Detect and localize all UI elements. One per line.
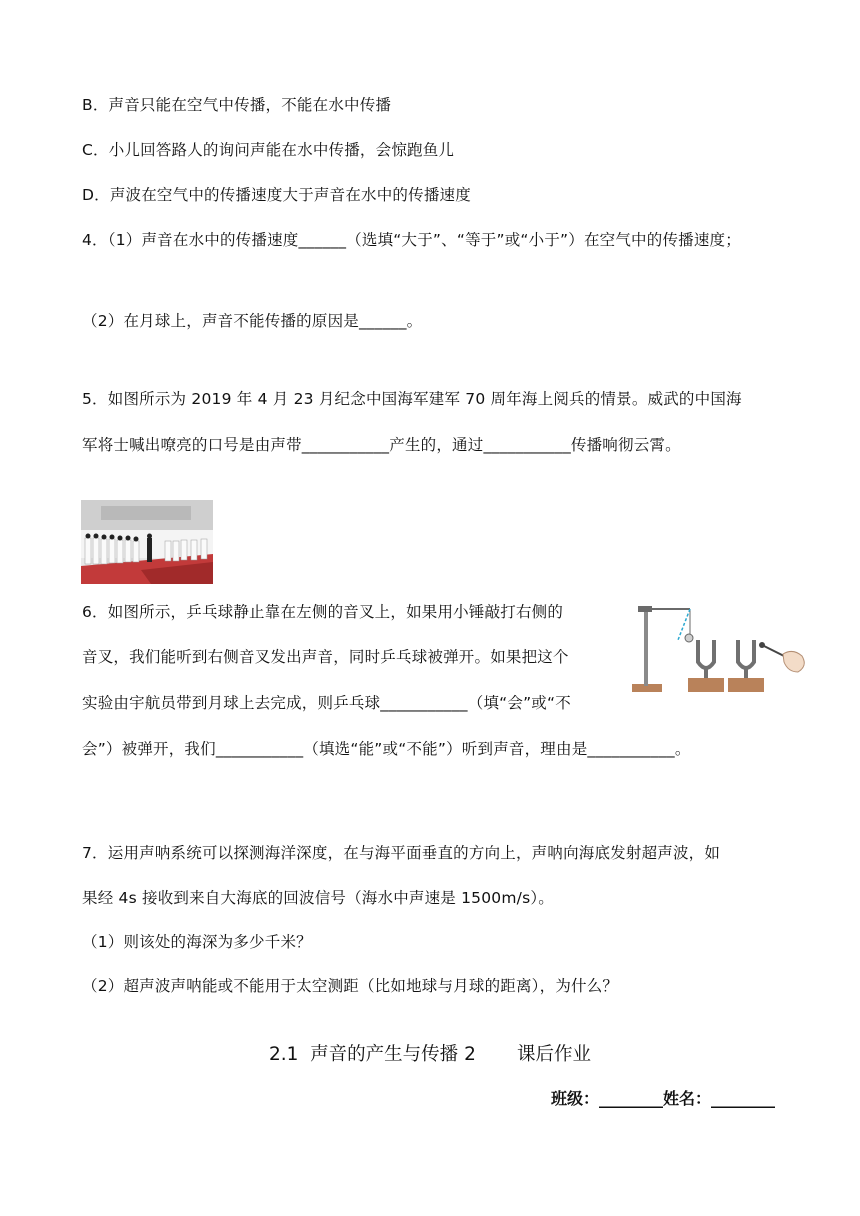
question-7-line-1: 7．运用声呐系统可以探测海洋深度，在与海平面垂直的方向上，声呐向海底发射超声波，如 xyxy=(82,844,721,862)
question-7-part-1: （1）则该处的海深为多少千米？ xyxy=(82,933,312,951)
question-6-line-1: 6．如图所示，乒乓球静止靠在左侧的音叉上，如果用小锤敲打右侧的 xyxy=(82,603,564,621)
question-option-d: D．声波在空气中的传播速度大于声音在水中的传播速度 xyxy=(82,186,471,204)
class-name-fields: 班级：________姓名：________ xyxy=(550,1089,775,1108)
question-5-line-2: 军将士喊出嘹亮的口号是由声带___________产生的，通过___________传播响彻云霄。 xyxy=(82,436,681,454)
question-7-line-2: 果经 4s 接收到来自大海底的回波信号（海水中声速是 1500m/s）。 xyxy=(82,889,555,907)
question-4-part-2: （2）在月球上，声音不能传播的原因是______。 xyxy=(82,312,423,330)
question-4-part-1: 4．（1）声音在水中的传播速度______（选填“大于”、“等于”或“小于”）在空气中的传播速度； xyxy=(82,231,741,249)
question-5-line-1: 5．如图所示为 2019 年 4 月 23 月纪念中国海军建军 70 周年海上阅兵的情景。威武的中国海 xyxy=(82,390,742,408)
question-option-c: C．小儿回答路人的询问声能在水中传播，会惊跑鱼儿 xyxy=(82,141,455,159)
question-option-b: B．声音只能在空气中传播，不能在水中传播 xyxy=(82,96,392,114)
question-6-line-4: 会”）被弹开，我们___________（填选“能”或“不能”）听到声音，理由是___________。 xyxy=(82,740,691,758)
question-7-part-2: （2）超声波声呐能或不能用于太空测距（比如地球与月球的距离），为什么？ xyxy=(82,977,619,995)
section-title: 2.1 声音的产生与传播 2 课后作业 xyxy=(269,1044,591,1065)
question-6-line-3: 实验由宇航员带到月球上去完成，则乒乓球___________（填“会”或“不 xyxy=(82,694,571,712)
question-6-line-2: 音叉，我们能听到右侧音叉发出声音，同时乒乓球被弹开。如果把这个 xyxy=(82,648,569,666)
tuning-fork-diagram xyxy=(628,600,808,700)
naval-parade-photo xyxy=(81,500,213,584)
